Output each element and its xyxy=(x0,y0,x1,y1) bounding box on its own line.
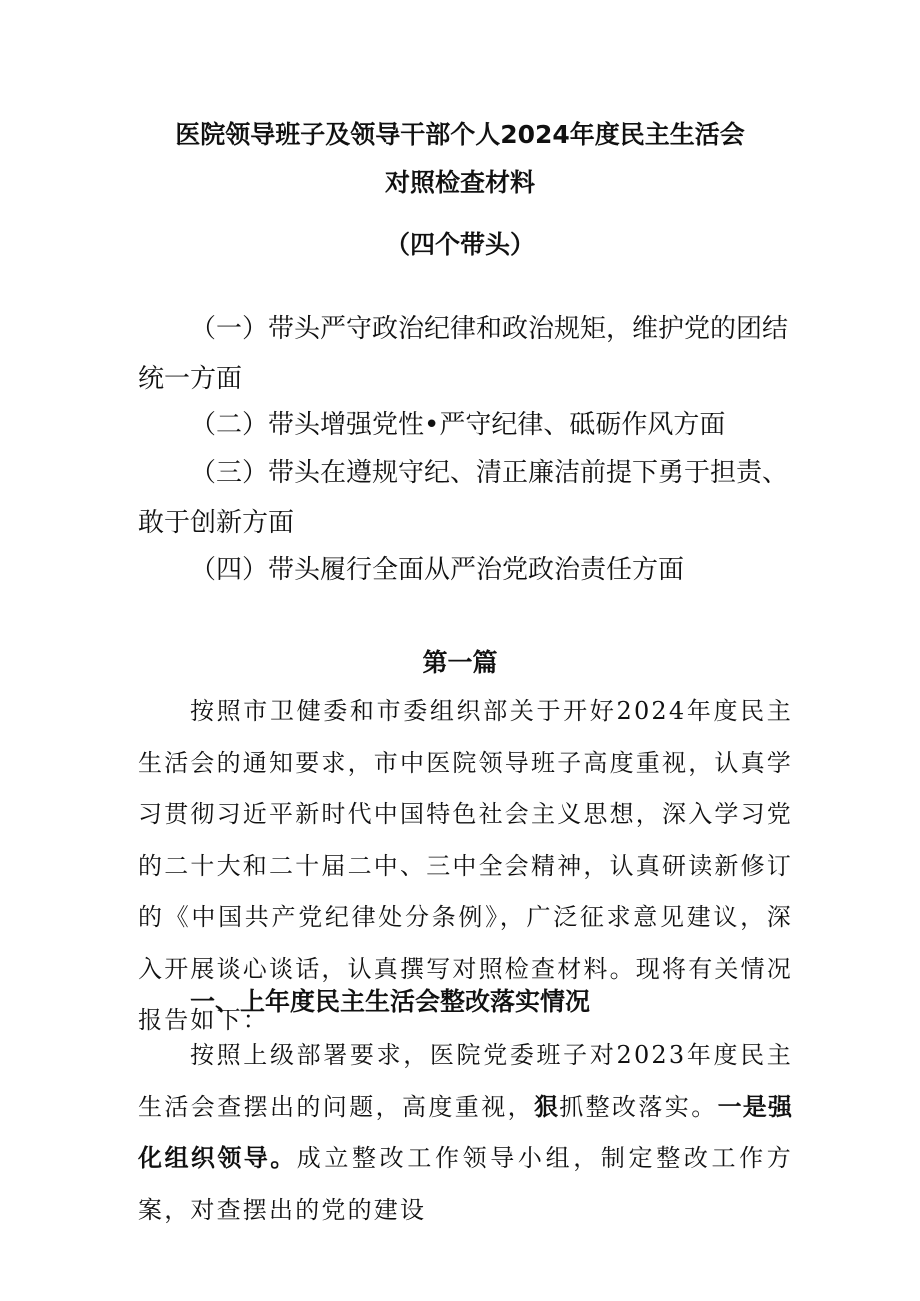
document-title-line2: 对照检查材料 xyxy=(384,168,535,197)
outline-item-1: （一）带头严守政治纪律和政治规矩，维护党的团结统一方面 xyxy=(138,314,789,394)
outline-item-3: （三）带头在遵规守纪、清正廉洁前提下勇于担责、敢于创新方面 xyxy=(138,458,789,538)
part-title: 第一篇 xyxy=(422,648,498,677)
document-title-line1: 医院领导班子及领导干部个人2024年度民主生活会 xyxy=(175,120,745,149)
paragraph-bold-text: 狠 xyxy=(534,1092,560,1121)
intro-paragraph: 按照市卫健委和市委组织部关于开好2024年度民主生活会的通知要求，市中医院领导班子高度重视，认真学习贯彻习近平新时代中国特色社会主义思想，深入学习党的二十大和二十届二中、三中全会精神，认真研读新修订的《中国共产党纪律处分条例》，广泛征求意见建议，深入开展谈心谈话，认真撰写对照检查材料。现将有关情况报告如下： xyxy=(138,697,793,1034)
document-subtitle: （四个带头） xyxy=(384,230,535,259)
outline-item-2: （二）带头增强党性•严守纪律、砥砺作风方面 xyxy=(190,410,726,440)
section-paragraph xyxy=(138,1030,793,1236)
outline-item-4: （四）带头履行全面从严治党政治责任方面 xyxy=(190,555,685,585)
paragraph-text: 成立整改工作领导小组，制定整改工作方案，对查摆出的党的建设 xyxy=(138,1144,793,1224)
paragraph-bold-text: 一是强化组织领导。 xyxy=(138,1092,794,1172)
paragraph-text: 抓整改落实。 xyxy=(559,1092,718,1121)
paragraph-text: 按照上级部署要求，医院党委班子对2023年度民主生活会查摆出的问题，高度重视， xyxy=(138,1041,793,1121)
section-heading: 一、上年度民主生活会整改落实情况 xyxy=(190,987,591,1016)
